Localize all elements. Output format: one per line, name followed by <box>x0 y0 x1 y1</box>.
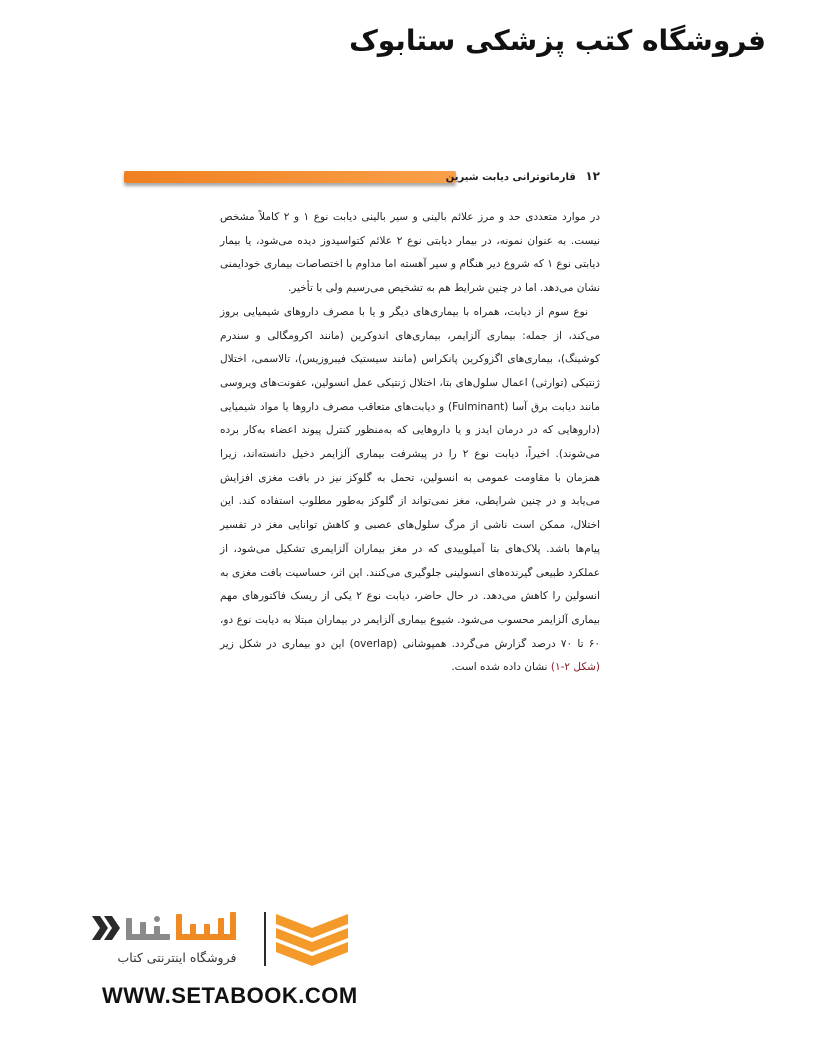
logo-divider <box>264 912 266 966</box>
website-url[interactable]: WWW.SETABOOK.COM <box>102 983 358 1008</box>
figure-reference: (شکل ۲-۱) <box>550 661 600 674</box>
running-title: قارماتوترانی دیابت شیرین <box>445 172 576 183</box>
body-text <box>220 206 600 680</box>
page-number: ۱۲ <box>585 169 600 183</box>
header-accent-bar <box>124 171 456 183</box>
logo-wordmark <box>86 908 261 948</box>
running-head <box>445 169 600 183</box>
logo-tagline: فروشگاه اینترنتی کتاب <box>117 950 237 965</box>
paragraph-text: نوع سوم از دیابت، همراه با بیماری‌های دیگر و یا با مصرف داروهای شیمیایی بروز می‌کند، از جمله: بیماری آلزایمر، بیماری‌های اندوکرین (مانند اکرومگالی و سندرم کوشینگ)، بیماری‌های اگزوکرین پانکراس (مانند سیستیک فیبروزیس)، تالاسمی، اختلال ژنتیکی (توارثی) اعمال سلول‌های بتا، اختلال ژنتیکی عمل انسولین، عفونت‌های ویروسی مانند دیابت برق آسا (Fulminant) و دیابت‌های متعاقب مصرف داروها یا مواد شیمیایی (داروهایی که در درمان ایدز و یا داروهایی که به‌منظور کنترل پیوند اعضاء به‌کار برده می‌شوند). اخیراً، دیابت نوع ۲ را در پیشرفت بیماری آلزایمر دخیل دانسته‌اند، زیرا همزمان با مقاومت عمومی به انسولین، تحمل به گلوکز نیز در بافت مغزی افزایش می‌یابد و در چنین شرایطی، مغز نمی‌تواند از گلوکز به‌طور مطلوب استفاده کند. این اختلال، ممکن است ناشی از مرگ سلول‌های عصبی و کاهش توانایی مغز در تفسیر پیام‌ها باشد. پلاک‌های بتا آمیلوییدی که در مغز بیماران آلزایمری تشکیل می‌شود، از عملکرد طبیعی گیرنده‌های انسولینی جلوگیری می‌کنند. این اثر، حساسیت بافت مغزی به انسولین را کاهش می‌دهد. در حال حاضر، دیابت نوع ۲ یکی از ریسک فاکتورهای مهم بیماری آلزایمر محسوب می‌شود. شیوع بیماری آلزایمر در بیماران مبتلا به دیابت نوع دو، ۶۰ تا ۷۰ درصد گزارش می‌گردد. همپوشانی (overlap) این دو بیماری در شکل زیر <box>220 305 600 650</box>
paragraph: در موارد متعددی حد و مرز علائم بالینی و سیر بالینی دیابت نوع ۱ و ۲ کاملاً مشخص نیست. به عنوان نمونه، در بیمار دیابتی نوع ۲ علائم کتواسیدوز دیده می‌شود، یا بیمار دیابتی نوع ۱ که شروع دیر هنگام و سیر آهسته اما مداوم با اختصاصات بیماری خودایمنی نشان می‌دهد. اما در چنین شرایط هم به تشخیص می‌رسیم ولی با تأخیر. <box>220 211 601 295</box>
book-stack-icon <box>272 910 352 968</box>
logo-text-block <box>86 908 261 970</box>
paragraph-closing: نشان داده شده است. <box>451 661 551 674</box>
paragraph <box>220 301 600 680</box>
store-title: فروشگاه کتب پزشکی ستابوک <box>349 24 766 57</box>
setabook-logo <box>86 908 356 970</box>
